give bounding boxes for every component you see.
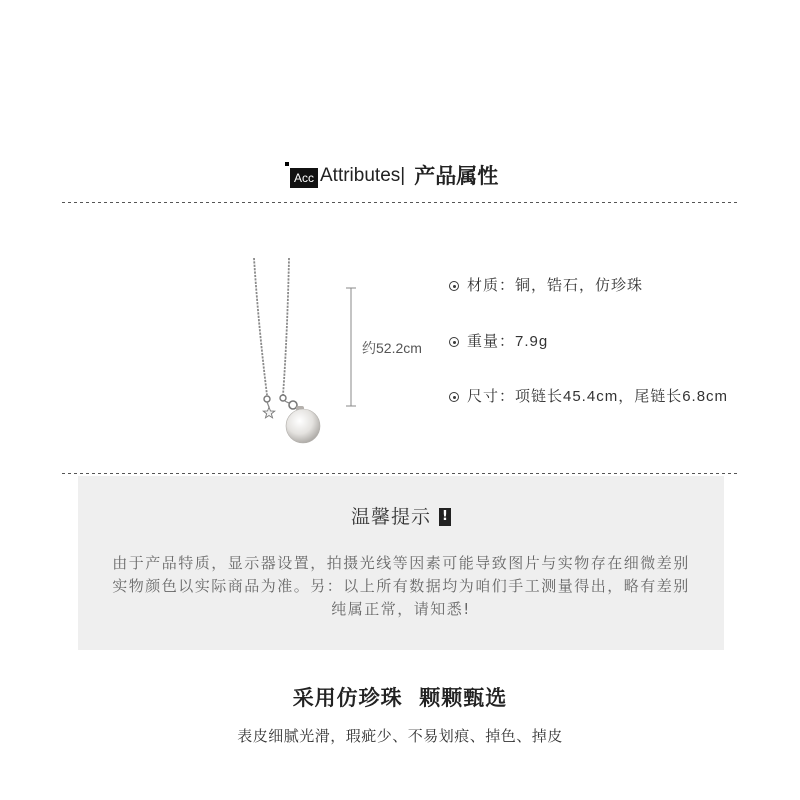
notice-line: 纯属正常，请知悉! xyxy=(331,600,471,618)
feature-heading: 采用仿珍珠 颗颗甄选 xyxy=(292,686,508,710)
attributes-header xyxy=(285,160,498,192)
spec-text: 尺寸：项链长45.4cm，尾链长6.8cm xyxy=(467,388,729,405)
pearl-bead xyxy=(286,409,320,443)
notice-line: 由于产品特质，显示器设置，拍摄光线等因素可能导致图片与实物存在细微差别 xyxy=(112,554,690,572)
spec-item-material xyxy=(449,276,643,296)
exclamation-icon: ! xyxy=(439,508,451,526)
header-title-en: Attributes| xyxy=(320,165,406,186)
feature-subheading: 表皮细腻光滑，瑕疵少、不易划痕、掉色、掉皮 xyxy=(237,727,563,745)
header-title-cn: 产品属性 xyxy=(414,164,499,188)
length-label: 约52.2cm xyxy=(362,340,422,356)
length-dimension-marker xyxy=(340,282,362,412)
dashed-divider-top xyxy=(62,202,738,203)
header-square-mark xyxy=(285,162,289,166)
circle-dot-icon xyxy=(449,337,459,347)
charm-connector xyxy=(267,402,269,407)
notice-text xyxy=(78,552,724,621)
zircon-star-charm xyxy=(263,407,274,418)
circle-dot-icon xyxy=(449,281,459,291)
chain-end-ring-right xyxy=(280,395,286,401)
spec-text: 材质：铜，锆石，仿珍珠 xyxy=(467,277,644,294)
acc-badge: Acc xyxy=(290,168,318,188)
dashed-divider-bottom xyxy=(62,473,738,474)
necklace-product-image xyxy=(230,245,330,455)
circle-dot-icon xyxy=(449,392,459,402)
necklace-chain-left xyxy=(254,258,267,395)
notice-panel xyxy=(78,476,724,650)
necklace-chain-right xyxy=(283,258,289,395)
notice-title-row xyxy=(78,505,724,529)
chain-end-ring-left xyxy=(264,396,270,402)
spec-text: 重量：7.9g xyxy=(467,333,549,350)
pearl-jump-ring xyxy=(289,401,297,409)
notice-line: 实物颜色以实际商品为准。另：以上所有数据均为咱们手工测量得出，略有差别 xyxy=(112,577,690,595)
notice-title: 温馨提示 xyxy=(350,506,431,528)
spec-item-size xyxy=(449,387,728,407)
spec-item-weight xyxy=(449,332,548,352)
